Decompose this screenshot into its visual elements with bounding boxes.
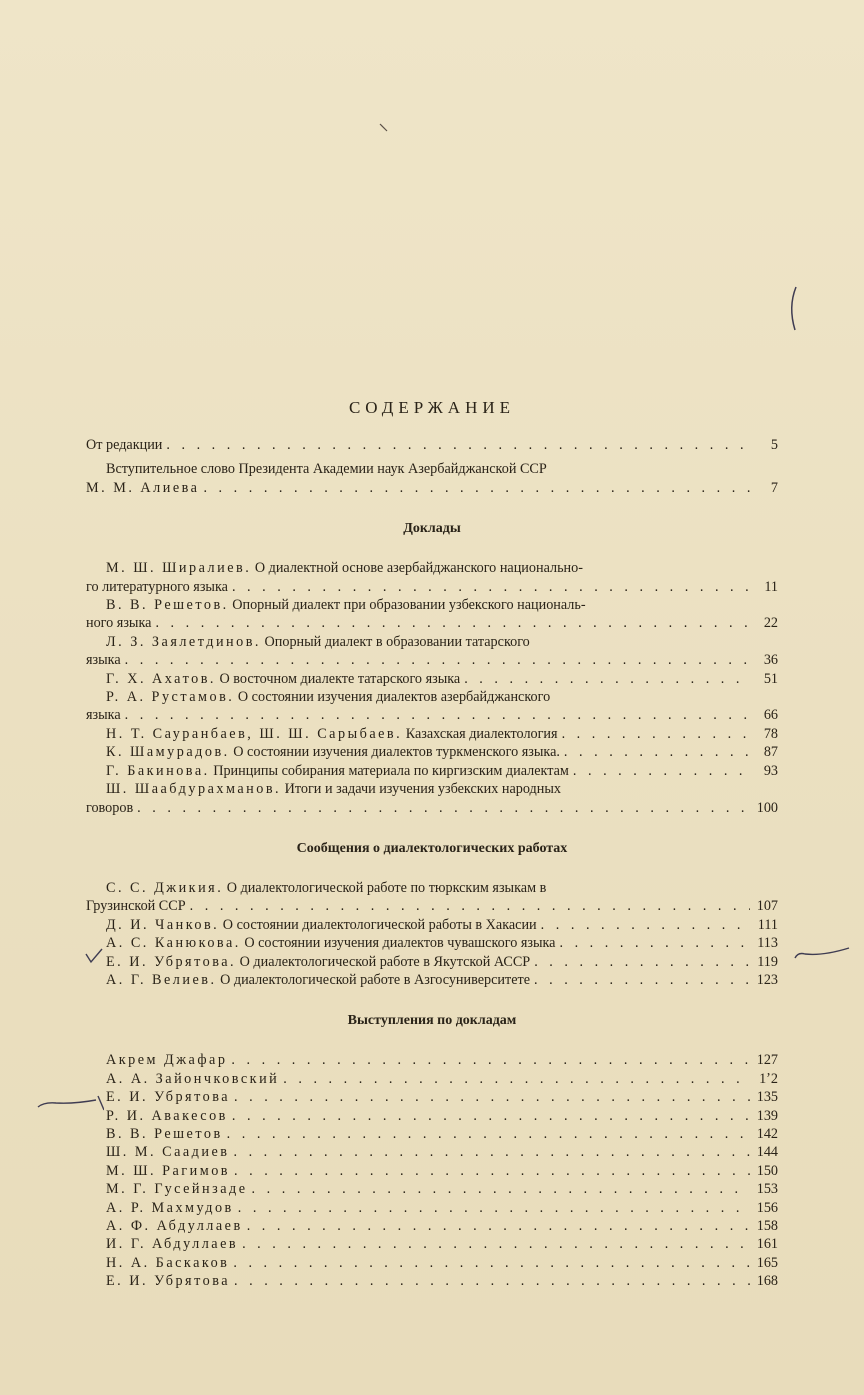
pencil-mark-top	[378, 122, 390, 134]
leader-dots	[232, 1107, 750, 1125]
speeches-list	[86, 1051, 778, 1290]
leader-dots	[562, 725, 750, 743]
leader-dots	[227, 1125, 750, 1143]
entry-title: Казахская диалектология	[405, 725, 558, 742]
leader-dots	[242, 1235, 750, 1253]
toc-entry	[86, 633, 778, 670]
entry-title-continued: ного языка	[86, 615, 152, 632]
entry-author: К. Шамурадов.	[106, 744, 230, 761]
entry-title: О состоянии изучения диалектов азербайджанского	[237, 689, 551, 706]
entry-title-continued: говоров	[86, 799, 134, 816]
toc-title: СОДЕРЖАНИЕ	[348, 398, 516, 417]
entry-author: Л. З. Заялетдинов.	[106, 633, 261, 650]
page-number: 153	[756, 1181, 778, 1198]
leader-dots	[234, 1272, 750, 1290]
page-number: 1ʼ2	[759, 1070, 778, 1087]
entry-author: М. Ш. Ширалиев.	[106, 560, 252, 577]
leader-dots	[125, 651, 750, 669]
toc-entry	[86, 916, 778, 934]
leader-dots	[233, 1143, 750, 1161]
toc-entry	[86, 725, 778, 743]
entry-title: О состоянии диалектологической работы в Хакасии	[222, 916, 537, 933]
leader-dots	[464, 670, 750, 688]
entry-title: Опорный диалект в образовании татарского	[264, 633, 530, 650]
leader-dots	[234, 1162, 750, 1180]
entry-title: О диалектологической работе в Азгосуниверситете	[220, 971, 531, 988]
section-title-messages: Сообщения о диалектологических работах	[296, 840, 568, 856]
speaker-name: И. Г. Абдуллаев	[106, 1236, 239, 1253]
entry-title: О диалектной основе азербайджанского национально-	[254, 560, 583, 577]
page-number: 22	[763, 615, 778, 632]
entry-title: О состоянии изучения диалектов туркменского языка.	[233, 744, 560, 761]
messages-list	[86, 879, 778, 989]
entry-author: Г. Х. Ахатов.	[106, 670, 216, 687]
entry-author: Р. А. Рустамов.	[106, 689, 235, 706]
leader-dots	[247, 1217, 750, 1235]
leader-dots	[155, 614, 750, 632]
entry-title: Опорный диалект при образовании узбекского националь-	[232, 597, 586, 614]
entry-author: Е. И. Убрятова.	[106, 953, 237, 970]
entry-author: Н. Т. Сауранбаев, Ш. Ш. Сарыбаев.	[106, 725, 403, 742]
entry-author: Д. И. Чанков.	[106, 916, 220, 933]
pencil-bracket-mark	[785, 285, 801, 333]
toc-entry	[86, 1235, 778, 1253]
entry-text: От редакции	[86, 437, 163, 453]
page-number: 161	[756, 1236, 778, 1253]
leader-dots	[232, 578, 750, 596]
toc-entry-editorial	[86, 436, 778, 454]
page-number: 11	[764, 578, 778, 595]
toc-entry	[86, 1272, 778, 1290]
toc-entry	[86, 670, 778, 688]
leader-dots	[564, 743, 750, 761]
page-number: 150	[756, 1162, 778, 1179]
page-number: 119	[757, 953, 778, 970]
page-number: 7	[770, 479, 778, 496]
leader-dots	[166, 436, 750, 454]
toc-entry	[86, 559, 778, 596]
entry-title: О состоянии изучения диалектов чувашского языка	[244, 935, 556, 952]
speaker-name: Ш. М. Саадиев	[106, 1144, 230, 1161]
reports-list	[86, 559, 778, 817]
speaker-name: А. Ф. Абдуллаев	[106, 1218, 243, 1234]
speaker-name: А. Р. Махмудов	[106, 1199, 234, 1216]
page-number: 135	[756, 1089, 778, 1106]
pencil-margin-arrow-right	[793, 944, 853, 964]
leader-dots	[125, 706, 750, 724]
entry-title-continued: Грузинской ССР	[86, 898, 186, 915]
entry-author: Г. Бакинова.	[106, 762, 210, 779]
speaker-name: Р. И. Авакесов	[106, 1107, 228, 1124]
toc-entry-opening-address	[86, 460, 778, 497]
leader-dots	[534, 971, 750, 989]
page-number: 100	[756, 799, 778, 816]
page-number: 156	[756, 1199, 778, 1216]
leader-dots	[534, 953, 750, 971]
leader-dots	[541, 916, 750, 934]
entry-title: О восточном диалекте татарского языка	[219, 670, 461, 687]
entry-author: М. М. Алиева	[86, 479, 200, 496]
page-number: 5	[770, 437, 778, 453]
entry-author: А. С. Канюкова.	[106, 935, 241, 952]
leader-dots	[559, 934, 750, 952]
page-number: 66	[763, 707, 778, 724]
page-number: 36	[763, 652, 778, 669]
leader-dots	[238, 1199, 750, 1217]
entry-title: О диалектологической работе по тюркским языкам в	[226, 879, 547, 896]
page-number: 113	[757, 935, 778, 952]
entry-title: О диалектологической работе в Якутской АССР	[239, 953, 531, 970]
toc-entry	[86, 1051, 778, 1069]
speaker-name: М. Г. Гусейнзаде	[106, 1181, 248, 1198]
toc-entry	[86, 971, 778, 989]
toc-entry	[86, 762, 778, 780]
page-number: 51	[763, 670, 778, 687]
toc-entry	[86, 1254, 778, 1272]
entry-author: Ш. Шаабдурахманов.	[106, 781, 282, 798]
entry-author: С. С. Джикия.	[106, 879, 224, 896]
speaker-name: Акрем Джафар	[106, 1052, 228, 1069]
toc-entry	[86, 596, 778, 633]
page-number: 165	[756, 1254, 778, 1271]
toc-entry	[86, 1088, 778, 1106]
entry-title: Итоги и задачи изучения узбекских народных	[284, 781, 561, 798]
section-title-speeches: Выступления по докладам	[347, 1013, 517, 1029]
toc-entry	[86, 934, 778, 952]
page-number: 111	[757, 916, 778, 933]
speaker-name: М. Ш. Рагимов	[106, 1162, 230, 1179]
speaker-name: Н. А. Баскаков	[106, 1254, 230, 1271]
toc-entry	[86, 1070, 778, 1088]
toc-entry	[86, 1162, 778, 1180]
page-number: 127	[756, 1052, 778, 1069]
entry-title-continued: языка	[86, 652, 121, 669]
toc-entry	[86, 1180, 778, 1198]
speaker-name: Е. И. Убрятова	[106, 1089, 231, 1106]
speaker-name: А. А. Зайончковский	[106, 1070, 280, 1087]
page-number: 168	[756, 1273, 778, 1290]
entry-title-continued: го литературного языка	[86, 578, 228, 595]
section-title-reports: Доклады	[403, 521, 461, 537]
page-number: 142	[756, 1125, 778, 1142]
table-of-contents	[86, 398, 778, 1291]
page-number: 123	[756, 971, 778, 988]
page-number: 144	[756, 1144, 778, 1161]
leader-dots	[234, 1088, 750, 1106]
leader-dots	[203, 479, 750, 497]
leader-dots	[283, 1070, 750, 1088]
toc-entry	[86, 743, 778, 761]
toc-entry	[86, 1143, 778, 1161]
page-number: 87	[763, 744, 778, 761]
entry-author: А. Г. Велиев.	[106, 971, 217, 988]
page-number: 139	[756, 1107, 778, 1124]
toc-entry	[86, 688, 778, 725]
toc-entry	[86, 1217, 778, 1235]
leader-dots	[233, 1254, 750, 1272]
page-number: 158	[756, 1218, 778, 1234]
toc-entry	[86, 780, 778, 817]
entry-title-continued: языка	[86, 707, 121, 724]
page-number: 93	[763, 762, 778, 779]
page-number: 107	[756, 898, 778, 915]
leader-dots	[252, 1180, 750, 1198]
speaker-name: В. В. Решетов	[106, 1125, 223, 1142]
page-number: 78	[763, 725, 778, 742]
speaker-name: Е. И. Убрятова	[106, 1273, 231, 1290]
toc-entry	[86, 1107, 778, 1125]
entry-author: В. В. Решетов.	[106, 597, 229, 614]
leader-dots	[573, 762, 750, 780]
leader-dots	[190, 897, 750, 915]
leader-dots	[231, 1051, 750, 1069]
entry-text: Вступительное слово Президента Академии наук Азербайджанской ССР	[106, 461, 547, 478]
toc-entry	[86, 1125, 778, 1143]
leader-dots	[137, 799, 750, 817]
toc-entry	[86, 1199, 778, 1217]
toc-entry	[86, 953, 778, 971]
toc-entry	[86, 879, 778, 916]
entry-title: Принципы собирания материала по киргизским диалектам	[213, 762, 569, 779]
